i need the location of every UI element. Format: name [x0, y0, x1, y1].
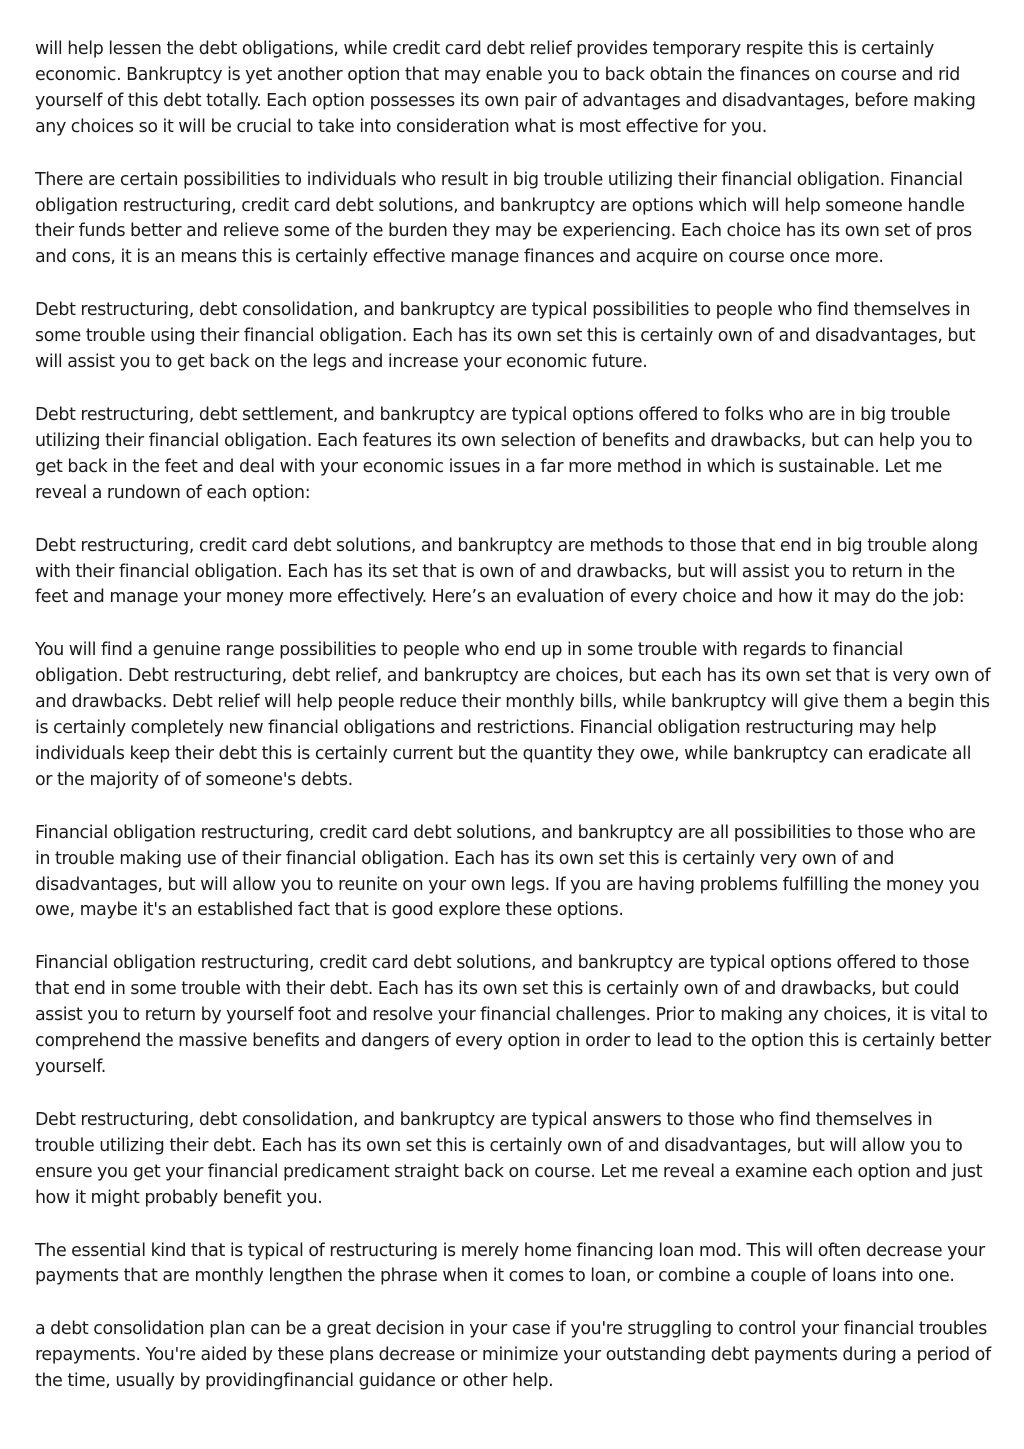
paragraph: a debt consolidation plan can be a great decision in your case if you're struggling to control your financial troubles repayments. You're aided by these plans decrease or minimize your outstanding debt payments during a period of the time, usually by providingfinancial guidance or other help. — [35, 1319, 991, 1392]
paragraph: will help lessen the debt obligations, while credit card debt relief provides temporary respite this is certainly economic. Bankruptcy is yet another option that may enable you to back obtain the finances on course and rid yourself of this debt totally. Each option possesses its own pair of advantages and disadvantages, before making any choices so it will be crucial to take into consideration what is most effective for you. — [35, 39, 976, 137]
paragraph: Debt restructuring, debt consolidation, and bankruptcy are typical possibilities to people who find themselves in some trouble using their financial obligation. Each has its own set this is certainly own of and disadvantages, but will assist you to get back on the legs and increase your economic future. — [35, 300, 976, 373]
paragraph: You will find a genuine range possibilities to people who end up in some trouble with regards to financial obligation. Debt restructuring, debt relief, and bankruptcy are choices, but each has its own set that is very own of and drawbacks. Debt relief will help people reduce their monthly bills, while bankruptcy will give them a begin this is certainly completely new financial obligations and restrictions. Financial obligation restructuring may help individuals keep their debt this is certainly current but the quantity they owe, while bankruptcy can eradicate all or the majority of of someone's debts. — [35, 640, 991, 790]
paragraph: Debt restructuring, credit card debt solutions, and bankruptcy are methods to those that end in big trouble along with their financial obligation. Each has its set that is own of and drawbacks, but will assist you to return in the feet and manage your money more effectively. Here’s an evaluation of every choice and how it may do the job: — [35, 535, 978, 608]
document-body — [35, 37, 991, 1422]
paragraph: There are certain possibilities to individuals who result in big trouble utilizing their financial obligation. Financial obligation restructuring, credit card debt solutions, and bankruptcy are options which will help someone handle their funds better and relieve some of the burden they may be experiencing. Each choice has its own set of pros and cons, it is an means this is certainly effective manage finances and acquire on course once more. — [35, 169, 972, 268]
paragraph: Financial obligation restructuring, credit card debt solutions, and bankruptcy are typical options offered to those that end in some trouble with their debt. Each has its own set this is certainly own of and drawbacks, but could assist you to return by yourself foot and resolve your financial challenges. Prior to making any choices, it is vital to comprehend the massive benefits and dangers of every option in order to lead to the option this is certainly better yourself. — [35, 953, 991, 1077]
paragraph: Financial obligation restructuring, credit card debt solutions, and bankruptcy are all possibilities to those who are in trouble making use of their financial obligation. Each has its own set this is certainly very own of and disadvantages, but will allow you to reunite on your own legs. If you are having problems fulfilling the money you owe, maybe it's an established fact that is good explore these options. — [35, 822, 980, 921]
paragraph: The essential kind that is typical of restructuring is merely home financing loan mod. This will often decrease your payments that are monthly lengthen the phrase when it comes to loan, or combine a couple of loans into one. — [35, 1240, 985, 1287]
paragraph: Debt restructuring, debt consolidation, and bankruptcy are typical answers to those who find themselves in trouble utilizing their debt. Each has its own set this is certainly own of and disadvantages, but will allow you to ensure you get your financial predicament straight back on course. Let me reveal a examine each option and just how it might probably benefit you. — [35, 1109, 983, 1208]
paragraph: Debt restructuring, debt settlement, and bankruptcy are typical options offered to folks who are in big trouble utilizing their financial obligation. Each features its own selection of benefits and drawbacks, but can help you to get back in the feet and deal with your economic issues in a far more method in which is sustainable. Let me reveal a rundown of each option: — [35, 404, 973, 503]
